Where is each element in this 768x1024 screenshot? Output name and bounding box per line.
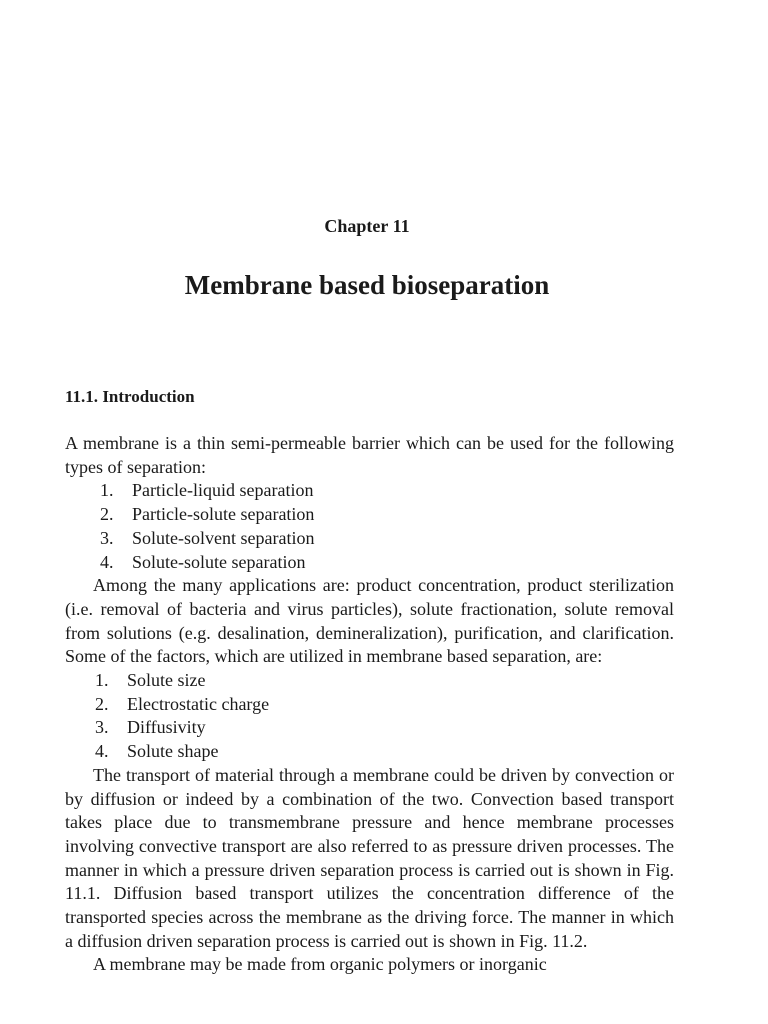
list-number: 1. [100, 480, 114, 501]
list-number: 2. [100, 504, 114, 525]
intro-paragraph: A membrane is a thin semi-permeable barrier which can be used for the following types of separation: [65, 433, 674, 477]
membrane-material-paragraph: A membrane may be made from organic polymers or inorganic [93, 954, 547, 975]
list-item [65, 740, 674, 764]
list-text: Electrostatic charge [127, 693, 270, 714]
list-item [65, 479, 674, 503]
section-title: Introduction [102, 387, 195, 406]
list-number: 3. [100, 527, 114, 548]
section-heading [65, 386, 195, 408]
list-text: Solute-solvent separation [132, 527, 315, 548]
separation-types-list [65, 479, 674, 574]
list-item [65, 693, 674, 717]
body-text [65, 432, 674, 977]
list-item [65, 669, 674, 693]
applications-paragraph: Among the many applications are: product concentration, product sterilization (i.e. removal of bacteria and virus particles), solute fractionation, solute removal from solutions (e.g. desalination, demineralization), purification, and clarification. Some of the factors, which are utilized in membrane based separation, are: [65, 575, 674, 667]
list-item [65, 527, 674, 551]
list-number: 4. [95, 741, 109, 762]
list-item [65, 716, 674, 740]
list-number: 4. [100, 551, 114, 572]
chapter-title: Membrane based bioseparation [184, 270, 550, 300]
list-text: Solute shape [127, 741, 219, 762]
list-text: Solute size [127, 670, 206, 691]
list-text: Particle-liquid separation [132, 480, 314, 501]
list-text: Diffusivity [127, 717, 206, 738]
list-text: Particle-solute separation [132, 504, 315, 525]
list-item [65, 503, 674, 527]
list-number: 3. [95, 717, 109, 738]
factors-list [65, 669, 674, 764]
transport-paragraph: The transport of material through a membrane could be driven by convection or by diffusion or indeed by a combination of the two. Convection based transport takes place due to transmembrane pressure and hence membrane processes involving convective transport are also referred to as pressure driven processes. The manner in which a pressure driven separation process is carried out is shown in Fig. 11.1. Diffusion based transport utilizes the concentration difference of the transported species across the membrane as the driving force. The manner in which a diffusion driven separation process is carried out is shown in Fig. 11.2. [65, 764, 674, 951]
list-number: 1. [95, 670, 109, 691]
list-item [65, 551, 674, 575]
list-number: 2. [95, 693, 109, 714]
section-number: 11.1. [65, 387, 99, 406]
chapter-label: Chapter 11 [324, 216, 410, 236]
list-text: Solute-solute separation [132, 551, 306, 572]
